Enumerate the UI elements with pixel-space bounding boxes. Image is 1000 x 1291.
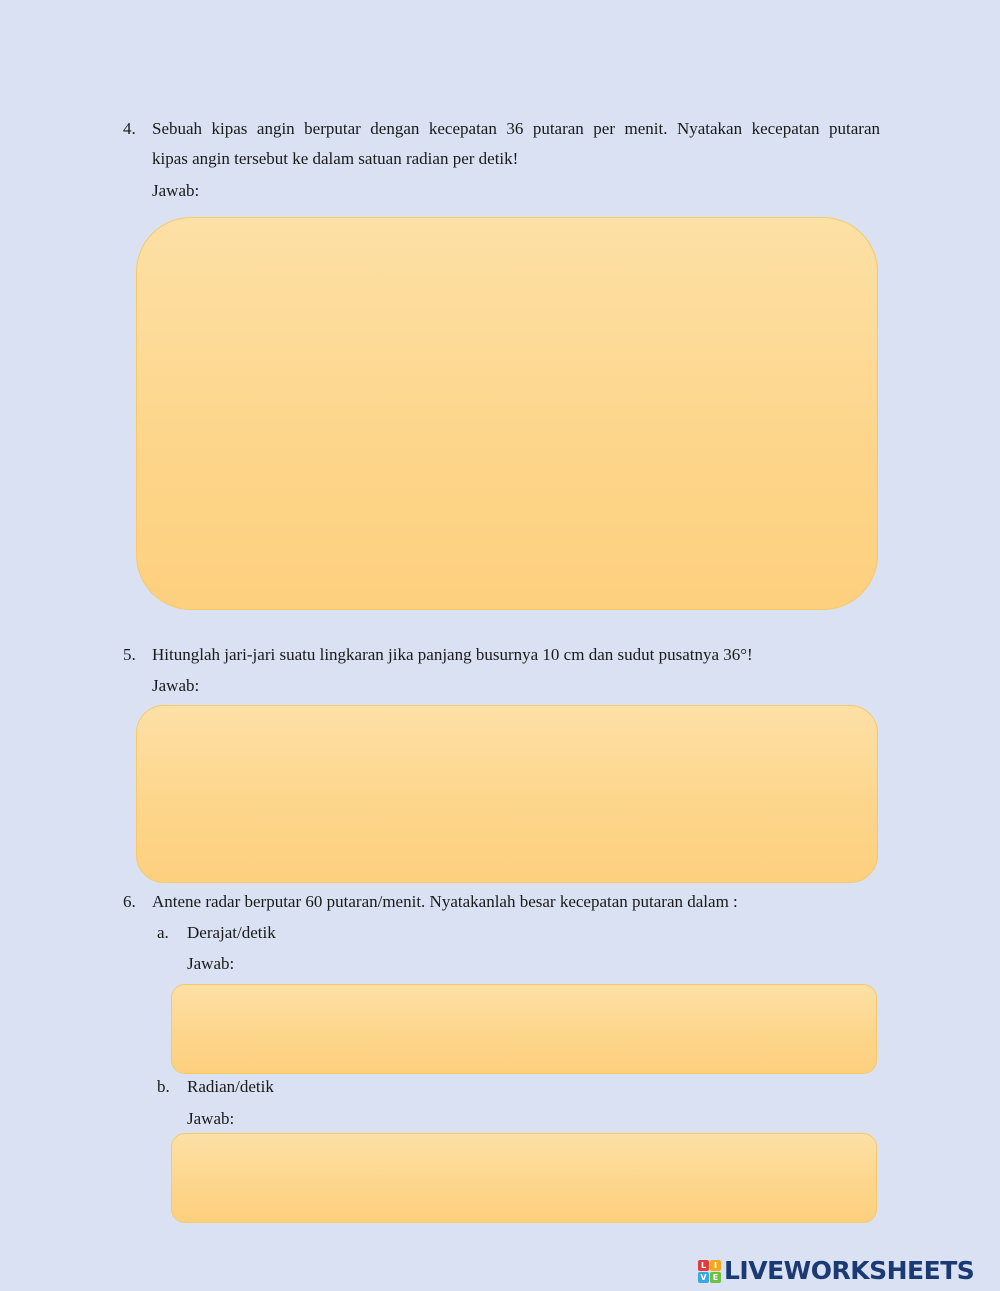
question-6a-answer-label: Jawab: bbox=[187, 954, 235, 973]
question-6-text: Antene radar berputar 60 putaran/menit. Nyatakanlah besar kecepatan putaran dalam : bbox=[152, 892, 738, 911]
question-5-answer-label: Jawab: bbox=[152, 676, 200, 695]
question-4-answer-box[interactable] bbox=[136, 217, 878, 610]
question-6-number: 6. bbox=[123, 892, 136, 911]
live-tiles-icon bbox=[698, 1260, 721, 1283]
logo-tile: E bbox=[710, 1272, 721, 1283]
question-4-text-line2: kipas angin tersebut ke dalam satuan radian per detik! bbox=[152, 149, 519, 168]
liveworksheets-logo bbox=[698, 1258, 974, 1284]
question-6a-answer-box[interactable] bbox=[171, 984, 877, 1074]
question-4-number: 4. bbox=[123, 119, 136, 138]
logo-wordmark: LIVEWORKSHEETS bbox=[724, 1256, 975, 1285]
question-6b-answer-box[interactable] bbox=[171, 1133, 877, 1223]
question-5-number: 5. bbox=[123, 645, 136, 664]
question-6a-letter: a. bbox=[157, 923, 169, 942]
question-4-text-line1: Sebuah kipas angin berputar dengan kecepatan 36 putaran per menit. Nyatakan kecepatan putaran bbox=[152, 119, 880, 138]
question-4-answer-label: Jawab: bbox=[152, 181, 200, 200]
question-6a-text: Derajat/detik bbox=[187, 923, 276, 942]
question-6b-text: Radian/detik bbox=[187, 1077, 274, 1096]
question-5-answer-box[interactable] bbox=[136, 705, 878, 883]
question-6b-letter: b. bbox=[157, 1077, 170, 1096]
logo-tile: L bbox=[698, 1260, 709, 1271]
question-5-text: Hitunglah jari-jari suatu lingkaran jika panjang busurnya 10 cm dan sudut pusatnya 36°! bbox=[152, 645, 753, 664]
logo-tile: V bbox=[698, 1272, 709, 1283]
logo-tile: I bbox=[710, 1260, 721, 1271]
question-6b-answer-label: Jawab: bbox=[187, 1109, 235, 1128]
